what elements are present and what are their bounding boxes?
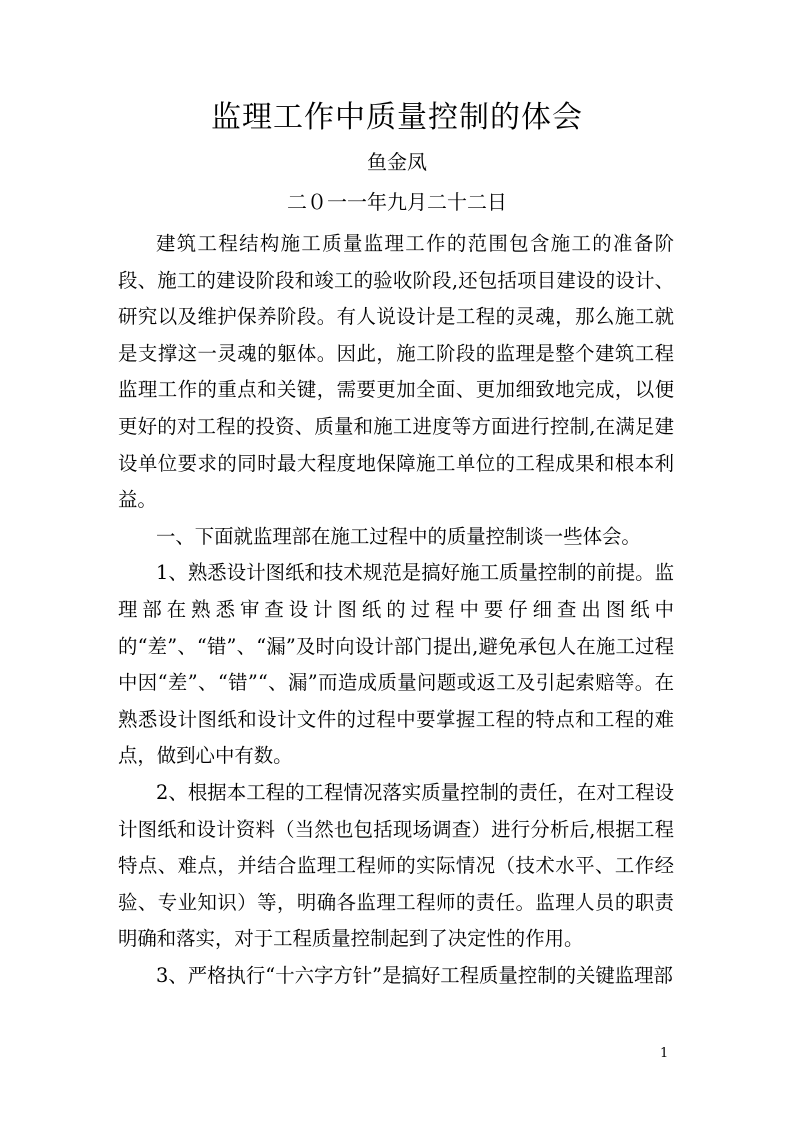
document-body (118, 226, 674, 994)
document-title: 监理工作中质量控制的体会 (211, 100, 583, 135)
paragraph-section-one: 一、下面就监理部在施工过程中的质量控制谈一些体会。 (156, 524, 641, 548)
paragraph-item-1: 1、熟悉设计图纸和技术规范是搞好施工质量控制的前提。监理部在熟悉审查设计图纸的过程中要仔细查出图纸中的“差”、“错”、“漏”及时向设计部门提出,避免承包人在施工过程中因“差”、“错”“、漏”而造成质量问题或返工及引起索赔等。在熟悉设计图纸和设计文件的过程中要掌握工程的特点和工程的难点，做到心中有数。 (118, 561, 674, 768)
author-name: 鱼金凤 (367, 150, 427, 174)
paragraph-item-3: 3、严格执行“十六字方针”是搞好工程质量控制的关键监理部 (156, 963, 673, 987)
paragraph-item-2: 2、根据本工程的工程情况落实质量控制的责任，在对工程设计图纸和设计资料（当然也包括现场调查）进行分析后,根据工程特点、难点，并结合监理工程师的实际情况（技术水平、工作经验、专业知识）等，明确各监理工程师的责任。监理人员的职责明确和落实，对于工程质量控制起到了决定性的作用。 (118, 780, 674, 951)
page-number: 1 (660, 1046, 669, 1061)
document-date: 二０一一年九月二十二日 (287, 190, 507, 214)
paragraph-intro: 建筑工程结构施工质量监理工作的范围包含施工的准备阶段、施工的建设阶段和竣工的验收阶段,还包括项目建设的设计、研究以及维护保养阶段。有人说设计是工程的灵魂，那么施工就是支撑这一灵魂的躯体。因此，施工阶段的监理是整个建筑工程监理工作的重点和关键，需要更加全面、更加细致地完成，以便更好的对工程的投资、质量和施工进度等方面进行控制,在满足建设单位要求的同时最大程度地保障施工单位的工程成果和根本利益。 (118, 232, 674, 512)
